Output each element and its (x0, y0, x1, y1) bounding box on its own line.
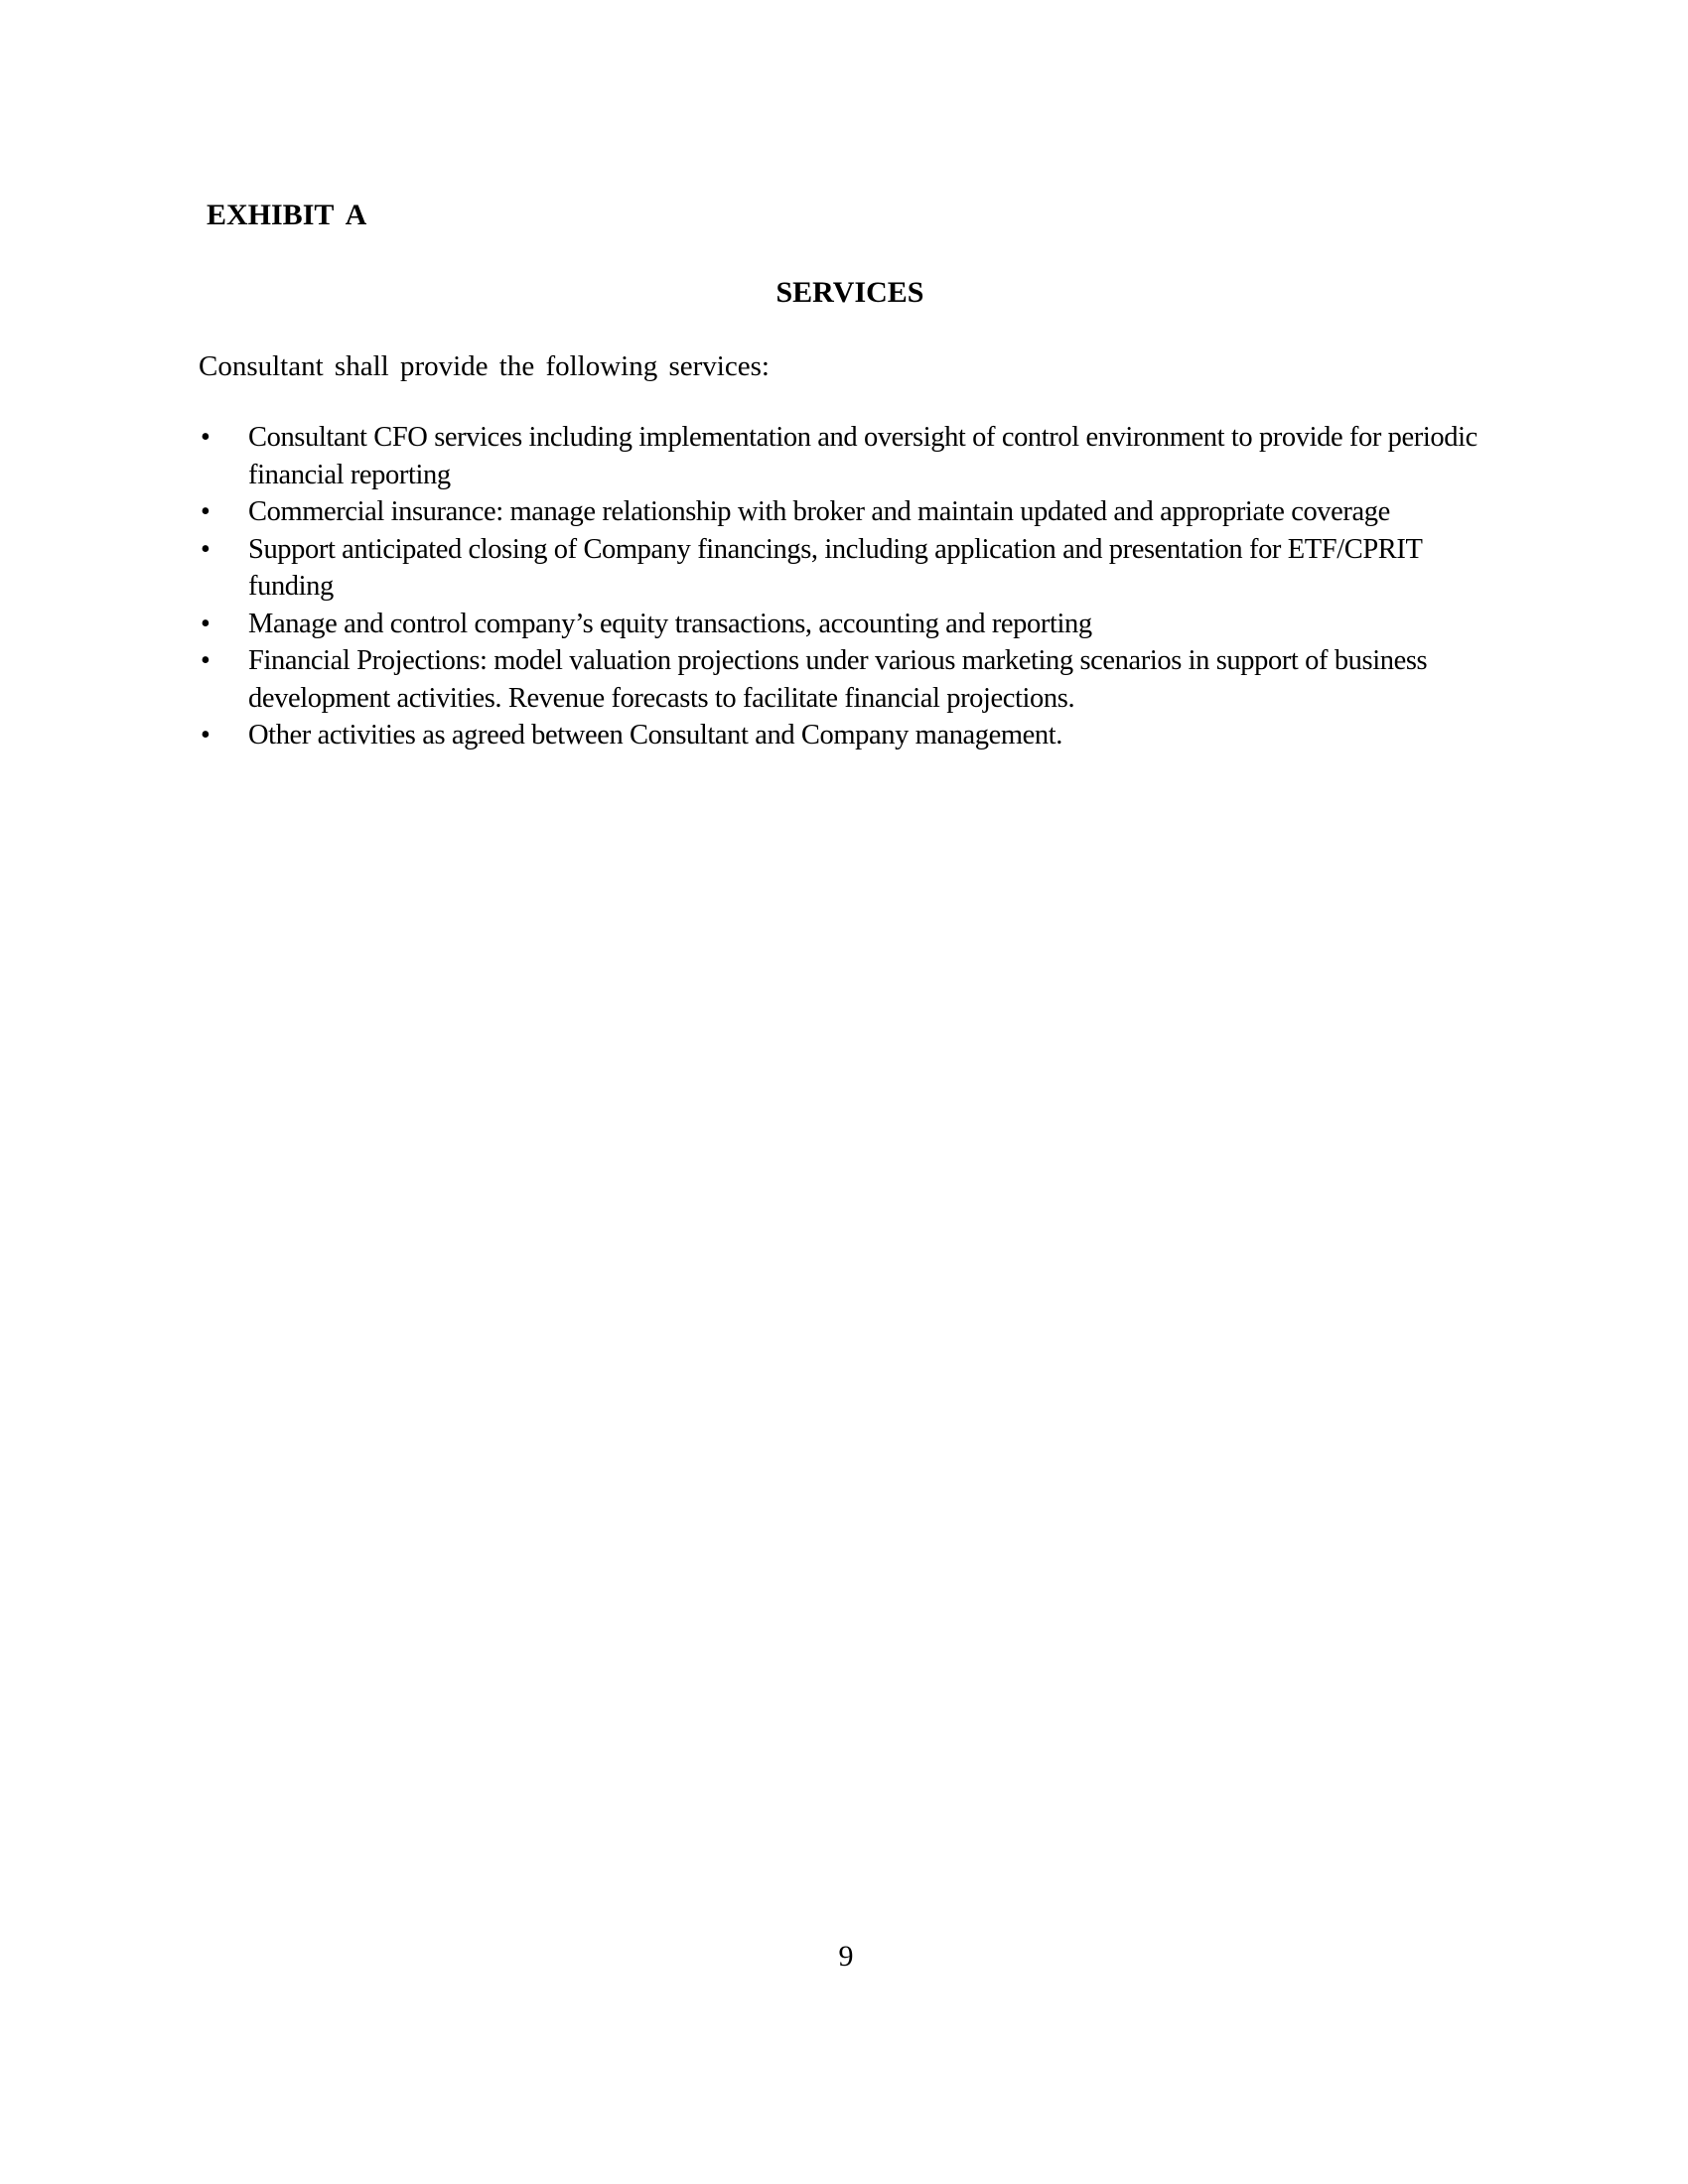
list-item-text: Support anticipated closing of Company financings, including application and presentation for ETF/CPRIT funding (248, 533, 1422, 602)
list-item (199, 717, 1489, 754)
list-item (199, 419, 1489, 493)
list-item (199, 531, 1489, 606)
list-item-text: Commercial insurance: manage relationship with broker and maintain updated and appropriate coverage (248, 496, 1390, 527)
bullet-icon (199, 717, 248, 754)
bullet-icon (199, 531, 248, 569)
bullet-icon (199, 493, 248, 531)
services-list (199, 419, 1489, 754)
bullet-icon (199, 606, 248, 643)
list-item-text: Consultant CFO services including implementation and oversight of control environment to provide for periodic financial reporting (248, 422, 1477, 490)
list-item (199, 606, 1489, 643)
exhibit-title: EXHIBIT A (207, 199, 367, 231)
list-item-text: Other activities as agreed between Consultant and Company management. (248, 720, 1063, 751)
list-item (199, 642, 1489, 717)
list-item-text: Manage and control company’s equity transactions, accounting and reporting (248, 608, 1092, 639)
intro-paragraph: Consultant shall provide the following services: (199, 350, 770, 382)
bullet-icon (199, 419, 248, 457)
page-number: 9 (838, 1940, 854, 1973)
list-item-text: Financial Projections: model valuation projections under various marketing scenarios in support of business development activities. Revenue forecasts to facilitate financial projections. (248, 645, 1428, 714)
bullet-icon (199, 642, 248, 680)
section-heading: SERVICES (775, 276, 924, 309)
list-item (199, 493, 1489, 531)
